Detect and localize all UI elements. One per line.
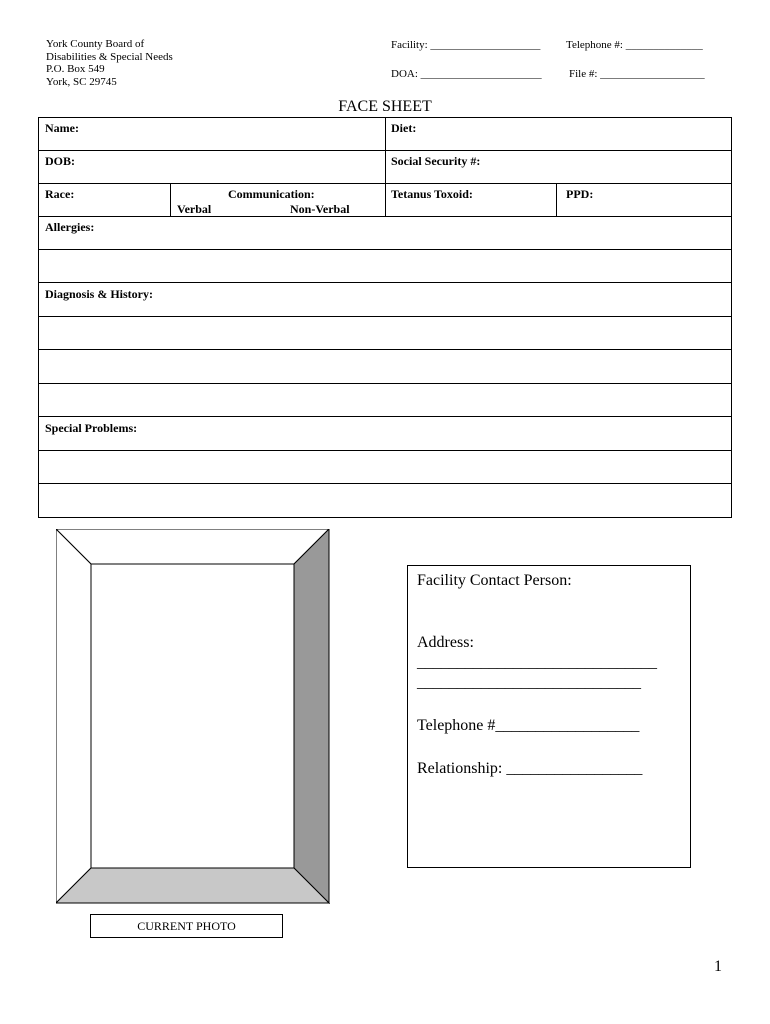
page-title: FACE SHEET	[338, 98, 432, 115]
row-allergies-blank[interactable]	[39, 250, 731, 283]
org-po-box: P.O. Box 549	[46, 63, 105, 75]
row-diagnosis-blank-2[interactable]	[39, 351, 731, 384]
org-name-line2: Disabilities & Special Needs	[46, 50, 173, 63]
org-name-line1: York County Board of	[46, 38, 145, 50]
row-name-diet	[39, 118, 731, 151]
row-special-blank-2[interactable]	[39, 484, 731, 517]
page-number: 1	[714, 958, 722, 975]
diet-label: Diet:	[391, 121, 417, 135]
allergies-label: Allergies:	[45, 220, 95, 234]
facility-contact-box	[407, 565, 691, 868]
address-line-1[interactable]: ______________________________	[417, 654, 657, 671]
photo-frame[interactable]	[56, 529, 330, 904]
row-diagnosis	[39, 284, 731, 317]
frame-left-bevel	[56, 529, 91, 903]
frame-right-bevel	[294, 529, 329, 903]
row-dob-ssn	[39, 151, 731, 184]
row-special-problems	[39, 418, 731, 451]
verbal-option[interactable]: Verbal	[177, 202, 212, 216]
ppd-label: PPD:	[566, 187, 594, 201]
organization-address	[46, 38, 173, 88]
contact-telephone-field[interactable]: Telephone #__________________	[417, 717, 640, 734]
address-label: Address:	[417, 634, 474, 651]
special-problems-label: Special Problems:	[45, 421, 138, 435]
relationship-field[interactable]: Relationship: _________________	[417, 760, 643, 777]
tetanus-label: Tetanus Toxoid:	[391, 187, 473, 201]
dob-label: DOB:	[45, 154, 75, 168]
doa-field[interactable]: DOA: ______________________	[391, 68, 542, 80]
frame-top-bevel	[56, 529, 329, 564]
file-number-field[interactable]: File #: ___________________	[569, 68, 705, 80]
name-label: Name:	[45, 121, 79, 135]
photo-area	[91, 564, 294, 868]
communication-label: Communication:	[228, 187, 315, 201]
org-city: York, SC 29745	[46, 75, 117, 88]
face-sheet-form	[38, 117, 732, 518]
current-photo-label: CURRENT PHOTO	[90, 914, 283, 938]
contact-person-label: Facility Contact Person:	[417, 572, 572, 589]
row-allergies	[39, 217, 731, 250]
header-telephone-field[interactable]: Telephone #: ______________	[566, 39, 703, 51]
race-label: Race:	[45, 187, 75, 201]
diagnosis-label: Diagnosis & History:	[45, 287, 153, 301]
address-line-2[interactable]: ____________________________	[417, 674, 641, 691]
row-race-communication	[39, 184, 731, 217]
row-diagnosis-blank-1[interactable]	[39, 317, 731, 350]
non-verbal-option[interactable]: Non-Verbal	[290, 202, 350, 216]
ssn-label: Social Security #:	[391, 154, 481, 168]
row-special-blank-1[interactable]	[39, 451, 731, 484]
frame-bottom-bevel	[56, 868, 329, 903]
row-diagnosis-blank-3[interactable]	[39, 384, 731, 417]
facility-field[interactable]: Facility: ____________________	[391, 39, 541, 51]
